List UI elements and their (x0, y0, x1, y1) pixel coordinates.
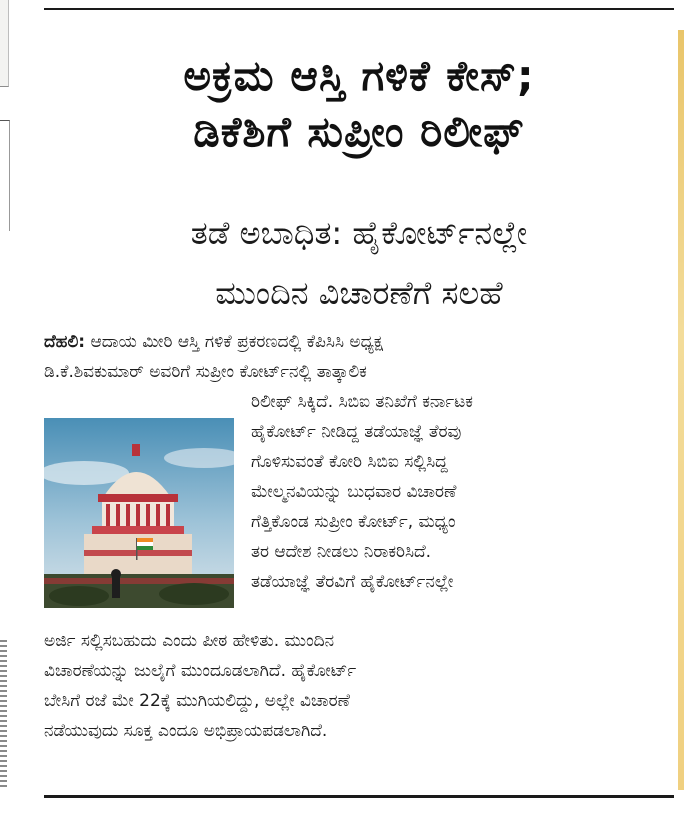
body-line-2: ಡಿ.ಕೆ.ಶಿವಕುಮಾರ್ ಅವರಿಗೆ ಸುಪ್ರೀಂ ಕೋರ್ಟ್‌ನಲ್ಲಿ ತಾತ್ಕಾಲಿಕ (44, 362, 367, 382)
body-line-7: ಗೆತ್ತಿಕೊಂಡ ಸುಪ್ರೀಂ ಕೋರ್ಟ್, ಮಧ್ಯಂ (251, 512, 456, 532)
body-line-1 (44, 331, 674, 353)
body-text: ಆದಾಯ ಮೀರಿ ಆಸ್ತಿ ಗಳಿಕೆ ಪ್ರಕರಣದಲ್ಲಿ ಕೆಪಿಸಿಸಿ ಅಧ್ಯಕ್ಷ (90, 332, 384, 352)
adjacent-clipping-border (0, 120, 10, 231)
headline-line-1: ಅಕ್ರಮ ಆಸ್ತಿ ಗಳಿಕೆ ಕೇಸ್; (183, 51, 535, 100)
body-line-13: ನಡೆಯುವುದು ಸೂಕ್ತ ಎಂದೂ ಅಭಿಪ್ರಾಯಪಡಲಾಗಿದೆ. (44, 721, 328, 741)
body-line-5: ಗೊಳಿಸುವಂತೆ ಕೋರಿ ಸಿಬಿಐ ಸಲ್ಲಿಸಿದ್ದ (251, 452, 448, 472)
subheadline-line-2: ಮುಂದಿನ ವಿಚಾರಣೆಗೆ ಸಲಹೆ (215, 274, 503, 312)
body-line-12: ಬೇಸಿಗೆ ರಜೆ ಮೇ 22ಕ್ಕೆ ಮುಗಿಯಲಿದ್ದು, ಅಲ್ಲೇ ವಿಚಾರಣೆ (44, 691, 350, 711)
body-line-9: ತಡೆಯಾಜ್ಞೆ ತೆರವಿಗೆ ಹೈಕೋರ್ಟ್‌ನಲ್ಲೇ (251, 572, 454, 592)
body-line-11: ವಿಚಾರಣೆಯನ್ನು ಜುಲೈಗೆ ಮುಂದೂಡಲಾಗಿದೆ. ಹೈಕೋರ್ಟ್ (44, 661, 357, 681)
body-line-8: ತರ ಆದೇಶ ನೀಡಲು ನಿರಾಕರಿಸಿದೆ. (251, 542, 432, 562)
bottom-rule (44, 795, 674, 798)
body-line-4: ಹೈಕೋರ್ಟ್ ನೀಡಿದ್ದ ತಡೆಯಾಜ್ಞೆ ತೆರವು (251, 422, 462, 442)
adjacent-clipping-colour-edge (678, 30, 684, 790)
supreme-court-building-photo (44, 418, 234, 608)
dateline: ದೆಹಲಿ: (44, 332, 86, 352)
body-line-10: ಅರ್ಜಿ ಸಲ್ಲಿಸಬಹುದು ಎಂದು ಪೀಠ ಹೇಳಿತು. ಮುಂದಿನ (44, 631, 335, 651)
headline-line-2: ಡಿಕೆಶಿಗೆ ಸುಪ್ರೀಂ ರಿಲೀಫ್ (193, 107, 525, 156)
news-article (44, 8, 674, 808)
subheadline-line-1: ತಡೆ ಅಬಾಧಿತ: ಹೈಕೋರ್ಟ್‌ನಲ್ಲೇ (190, 214, 528, 252)
body-line-6: ಮೇಲ್ಮನವಿಯನ್ನು ಬುಧವಾರ ವಿಚಾರಣೆ (251, 482, 457, 502)
top-rule (44, 8, 674, 10)
adjacent-clipping-text-edge (0, 640, 7, 790)
adjacent-clipping-fragment (0, 0, 9, 87)
body-line-3: ರಿಲೀಫ್ ಸಿಕ್ಕಿದೆ. ಸಿಬಿಐ ತನಿಖೆಗೆ ಕರ್ನಾಟಕ (251, 392, 473, 412)
